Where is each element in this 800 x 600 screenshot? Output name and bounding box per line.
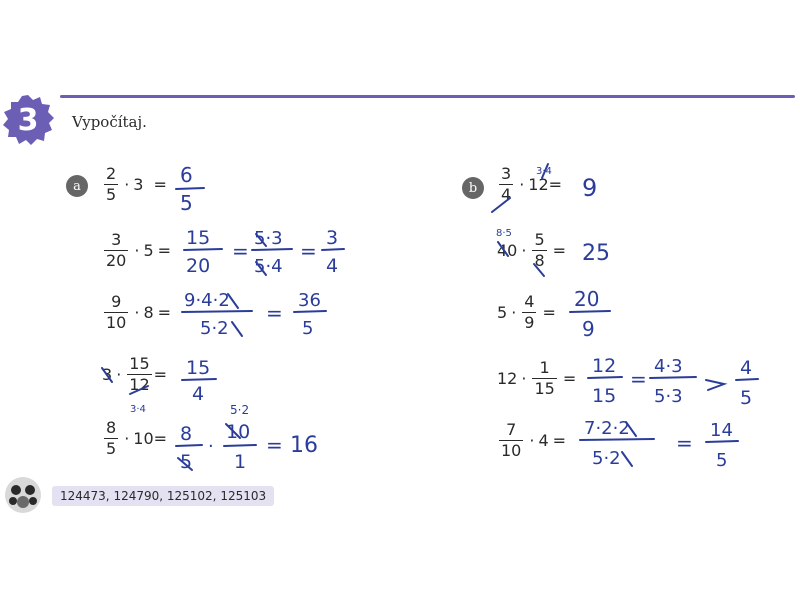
fraction-bar xyxy=(176,445,202,446)
numerator: 9 xyxy=(111,292,122,311)
fraction-bar xyxy=(736,379,758,380)
equals-sign: = xyxy=(552,241,567,260)
step2-numerator: 4·3 xyxy=(654,356,683,377)
numerator: 5 xyxy=(534,230,545,249)
multiplier: 5 xyxy=(497,303,508,322)
cancel-stroke xyxy=(534,264,544,276)
answer-numerator: 6 xyxy=(180,163,193,187)
step2-denominator: 5·4 xyxy=(254,256,283,277)
times-sign: · xyxy=(208,436,214,457)
page-top-blank xyxy=(0,0,800,80)
result-denominator: 5 xyxy=(716,450,728,471)
fraction xyxy=(104,294,128,331)
result-denominator: 9 xyxy=(582,317,595,341)
result: 16 xyxy=(290,433,318,458)
answer-denominator: 5 xyxy=(180,191,193,215)
result-numerator: 15 xyxy=(186,357,211,379)
cancel-stroke xyxy=(130,386,148,394)
denominator: 20 xyxy=(106,251,127,270)
equals-sign: = xyxy=(153,365,168,384)
equals-sign: = xyxy=(157,241,172,260)
fraction xyxy=(532,360,556,397)
exercise-b3-expression xyxy=(497,294,560,331)
numerator: 15 xyxy=(129,354,150,373)
factor-note: 3·4 xyxy=(130,404,146,415)
fraction-bar xyxy=(650,377,696,378)
fraction-bar xyxy=(224,445,256,446)
task-number-badge xyxy=(0,92,56,148)
exercise-a2-expression xyxy=(102,232,175,269)
multiplier: 10 xyxy=(133,429,154,448)
exercise-b1-handwritten-answer xyxy=(488,160,608,220)
fraction-bar xyxy=(580,439,654,440)
multiplier: 5 xyxy=(143,241,154,260)
multiplier: 8 xyxy=(143,303,154,322)
equals-sign: = xyxy=(630,367,647,391)
equals-sign: = xyxy=(548,175,563,194)
equals-sign: = xyxy=(232,239,249,263)
cancel-stroke xyxy=(498,242,508,256)
column-a-label: a xyxy=(66,175,88,197)
times-sign: · xyxy=(124,429,130,448)
column-b-label: b xyxy=(462,177,484,199)
numerator: 3 xyxy=(501,164,512,183)
fraction-bar xyxy=(182,379,216,380)
result-numerator: 20 xyxy=(574,287,600,311)
result-denominator: 5 xyxy=(302,318,314,339)
fraction xyxy=(522,294,536,331)
step1-numerator: 12 xyxy=(592,355,617,377)
times-sign: · xyxy=(116,365,122,384)
numerator: 4 xyxy=(524,292,535,311)
exercise-a1-expression xyxy=(102,166,171,203)
denominator: 10 xyxy=(106,313,127,332)
numerator: 1 xyxy=(539,358,550,377)
times-sign: · xyxy=(519,175,525,194)
equals-sign: = xyxy=(562,369,577,388)
denominator: 10 xyxy=(501,441,522,460)
times-sign: · xyxy=(124,175,130,194)
denominator: 15 xyxy=(534,379,555,398)
denominator: 12 xyxy=(129,375,150,394)
fraction xyxy=(104,420,118,457)
header-rule xyxy=(60,95,795,98)
exercise-a5-handwritten-answer xyxy=(172,396,332,472)
fraction-bar xyxy=(570,311,610,312)
factor-note: 8·5 xyxy=(496,228,512,239)
fraction xyxy=(104,232,128,269)
equals-sign: = xyxy=(266,433,283,457)
exercise-b5-handwritten-answer xyxy=(578,412,758,474)
cancel-stroke xyxy=(492,198,510,212)
exercise-b2-handwritten-answer xyxy=(494,222,624,282)
multiplier: 12 xyxy=(528,175,549,194)
equals-sign: = xyxy=(157,303,172,322)
denominator: 8 xyxy=(534,251,545,270)
times-sign: · xyxy=(134,241,140,260)
times-sign: · xyxy=(521,241,527,260)
times-sign: · xyxy=(521,369,527,388)
result-numerator: 36 xyxy=(298,290,321,311)
step2-numerator: 5·3 xyxy=(254,228,283,249)
exercise-a1-handwritten-answer xyxy=(170,160,230,220)
equals-sign: = xyxy=(153,175,167,194)
fraction xyxy=(499,422,523,459)
equals-sign: = xyxy=(542,303,556,322)
fraction-bar xyxy=(184,249,222,250)
exercise-b3-handwritten-answer xyxy=(566,284,626,346)
exercise-b4-expression xyxy=(497,360,580,397)
times-sign: · xyxy=(511,303,517,322)
step1-denominator: 20 xyxy=(186,255,211,277)
multiplier: 3 xyxy=(133,175,144,194)
fraction-bar xyxy=(182,311,252,312)
multiplier: 4 xyxy=(538,431,549,450)
footer-codes: 124473, 124790, 125102, 125103 xyxy=(52,486,274,506)
result-denominator: 4 xyxy=(326,255,339,277)
fraction-bar xyxy=(294,311,326,312)
exercise-a3-handwritten-answer xyxy=(180,284,350,344)
multiplier: 3 xyxy=(102,365,113,384)
factor-note: 5·2 xyxy=(230,403,250,417)
equals-sign: = xyxy=(552,431,567,450)
cancel-stroke xyxy=(102,368,112,382)
result-numerator: 4 xyxy=(740,357,753,379)
fraction-bar xyxy=(588,377,622,378)
numerator: 8 xyxy=(106,418,117,437)
numerator: 3 xyxy=(111,230,122,249)
exercise-b4-handwritten-answer xyxy=(586,350,786,412)
equals-sign: = xyxy=(153,429,168,448)
task-number: 3 xyxy=(17,102,39,138)
multiplier: 40 xyxy=(497,241,518,260)
step1-numerator: 9·4·2 xyxy=(184,290,230,311)
exercise-a3-expression xyxy=(102,294,175,331)
numerator: 2 xyxy=(106,164,117,183)
result-denominator: 5 xyxy=(740,387,753,409)
denominator: 5 xyxy=(106,439,117,458)
factor1-numerator: 8 xyxy=(180,423,193,445)
task-title: Vypočítaj. xyxy=(72,113,147,131)
result: 25 xyxy=(582,241,610,266)
result: 9 xyxy=(582,174,598,202)
cancel-stroke xyxy=(232,322,242,336)
arrow-stroke xyxy=(706,380,724,390)
result-numerator: 14 xyxy=(710,420,733,441)
result-numerator: 3 xyxy=(326,227,339,249)
fraction-bar xyxy=(176,188,204,189)
fraction xyxy=(104,166,118,203)
fraction-bar xyxy=(706,441,738,442)
page-bottom-blank xyxy=(0,520,800,600)
times-sign: · xyxy=(134,303,140,322)
fraction-bar xyxy=(322,249,344,250)
equals-sign: = xyxy=(266,301,283,325)
exercise-b5-expression xyxy=(497,422,570,459)
step1-denominator: 15 xyxy=(592,385,617,407)
denominator: 5 xyxy=(106,185,117,204)
factor-note: 3·4 xyxy=(536,166,552,177)
result-denominator: 4 xyxy=(192,383,205,405)
step1-denominator: 5·2 xyxy=(200,318,229,339)
step1-numerator: 7·2·2 xyxy=(584,418,630,439)
exercise-a5-expression xyxy=(102,420,167,457)
factor2-numerator: 10 xyxy=(226,421,251,443)
step2-denominator: 5·3 xyxy=(654,386,683,407)
denominator: 9 xyxy=(524,313,535,332)
factor2-denominator: 1 xyxy=(234,451,247,473)
times-sign: · xyxy=(529,431,535,450)
equals-sign: = xyxy=(300,239,317,263)
numerator: 7 xyxy=(506,420,517,439)
exercise-a2-handwritten-answer xyxy=(180,222,360,282)
step1-numerator: 15 xyxy=(186,227,211,249)
pawprint-logo-icon xyxy=(4,476,42,514)
equals-sign: = xyxy=(676,431,693,455)
step1-denominator: 5·2 xyxy=(592,448,621,469)
multiplier: 12 xyxy=(497,369,518,388)
fraction-bar xyxy=(252,249,292,250)
denominator: 4 xyxy=(501,185,512,204)
cancel-stroke xyxy=(622,452,632,466)
factor1-denominator: 5 xyxy=(180,451,193,473)
